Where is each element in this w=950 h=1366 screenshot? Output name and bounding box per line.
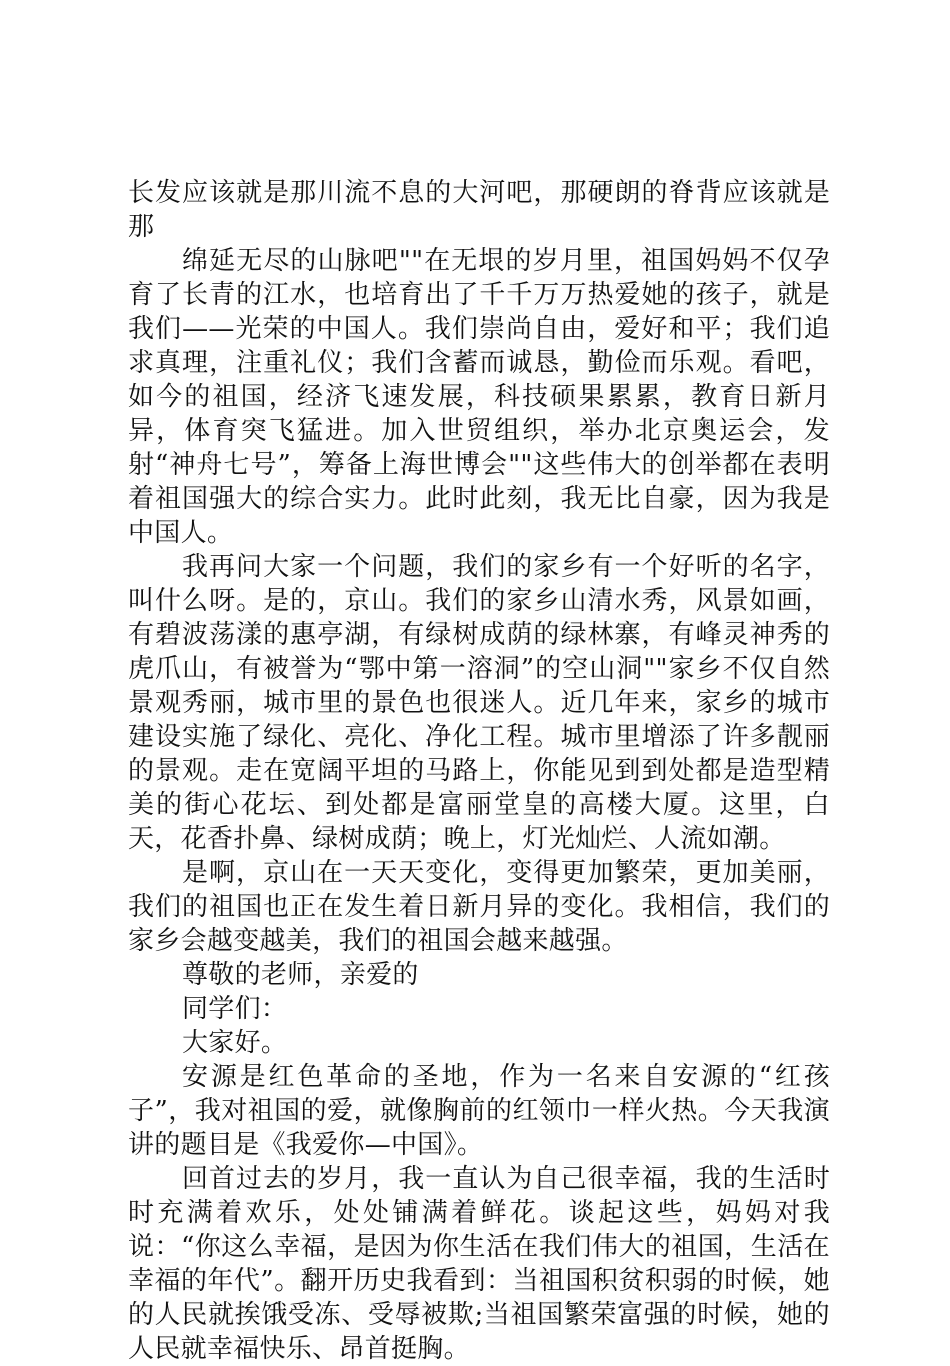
paragraph-looking-back: 回首过去的岁月，我一直认为自己很幸福，我的生活时时充满着欢乐，处处铺满着鲜花。谈起这些，妈妈对我说：“你这么幸福，是因为你生活在我们伟大的祖国，生活在幸福的年代”。翻开历史我看到：当祖国积贫积弱的时候，她的人民就挨饿受冻、受辱被欺;当祖国繁荣富强的时候，她的人民就幸福快乐、昂首挺胸。 [128, 1164, 830, 1364]
paragraph-salutation-teachers: 尊敬的老师，亲爱的 [182, 960, 419, 990]
paragraph-anyuan-intro: 安源是红色革命的圣地，作为一名来自安源的“红孩子”，我对祖国的爱，就像胸前的红领巾一样火热。今天我演讲的题目是《我爱你—中国》。 [128, 1062, 830, 1160]
paragraph-jingshan-changes: 是啊，京山在一天天变化，变得更加繁荣，更加美丽，我们的祖国也正在发生着日新月异的变化。我相信，我们的家乡会越变越美，我们的祖国会越来越强。 [128, 858, 830, 956]
paragraph-continuation: 长发应该就是那川流不息的大河吧，那硬朗的脊背应该就是那 [128, 178, 830, 242]
paragraph-hometown-jingshan: 我再问大家一个问题，我们的家乡有一个好听的名字，叫什么呀。是的，京山。我们的家乡山清水秀，风景如画，有碧波荡漾的惠亭湖，有绿树成荫的绿林寨，有峰灵神秀的虎爪山，有被誉为“鄂中第一溶洞”的空山洞""家乡不仅自然景观秀丽，城市里的景色也很迷人。近几年来，家乡的城市建设实施了绿化、亮化、净化工程。城市里增添了许多靓丽的景观。走在宽阔平坦的马路上，你能见到到处都是造型精美的街心花坛、到处都是富丽堂皇的高楼大厦。这里，白天，花香扑鼻、绿树成荫；晚上，灯光灿烂、人流如潮。 [128, 552, 830, 854]
paragraph-salutation-students: 同学们： [182, 994, 288, 1024]
paragraph-greeting: 大家好。 [182, 1028, 288, 1058]
speech-body-text [128, 176, 830, 1366]
paragraph-motherland-pride: 绵延无尽的山脉吧""在无垠的岁月里，祖国妈妈不仅孕育了长青的江水，也培育出了千千万万热爱她的孩子，就是我们——光荣的中国人。我们崇尚自由，爱好和平；我们追求真理，注重礼仪；我们含蓄而诚恳，勤俭而乐观。看吧，如今的祖国，经济飞速发展，科技硕果累累，教育日新月异，体育突飞猛进。加入世贸组织，举办北京奥运会，发射“神舟七号”，筹备上海世博会""这些伟大的创举都在表明着祖国强大的综合实力。此时此刻，我无比自豪，因为我是中国人。 [128, 246, 830, 548]
